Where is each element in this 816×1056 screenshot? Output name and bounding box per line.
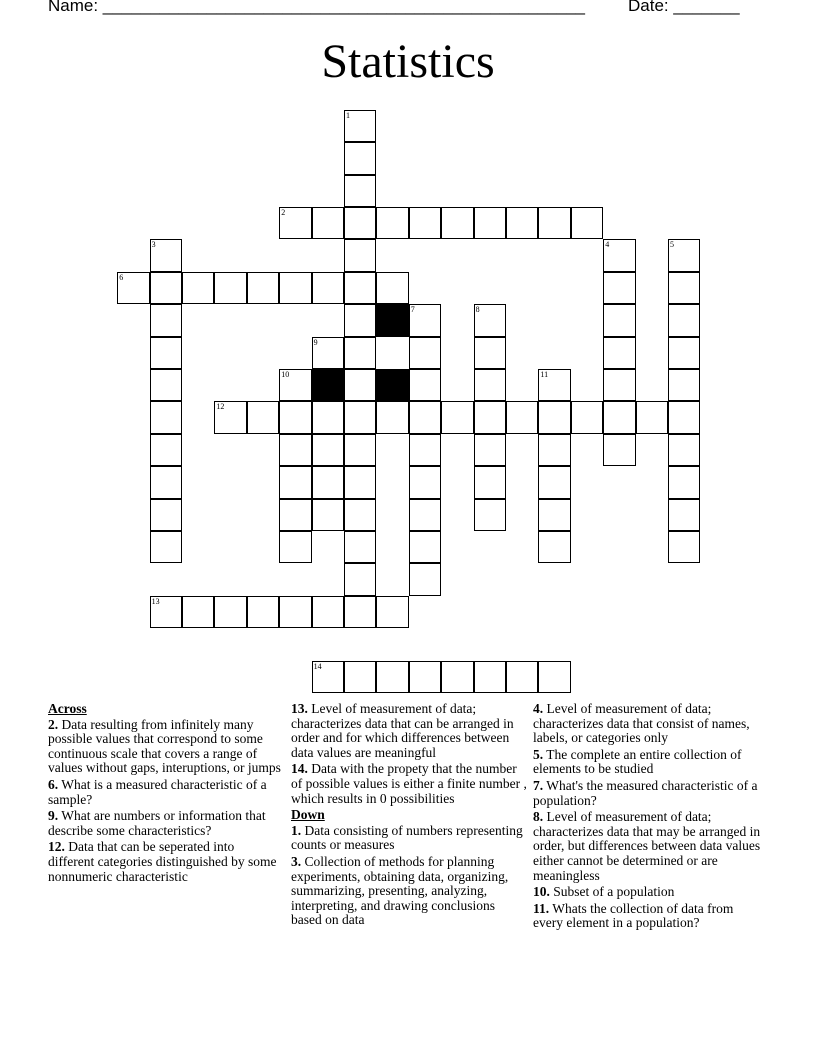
clue-item [48, 840, 282, 884]
grid-square[interactable] [344, 499, 376, 531]
grid-square[interactable] [668, 337, 700, 369]
grid-square[interactable] [603, 272, 635, 304]
grid-square[interactable] [150, 466, 182, 498]
grid-square[interactable] [312, 272, 344, 304]
grid-square[interactable] [441, 661, 473, 693]
grid-square[interactable] [247, 596, 279, 628]
grid-square[interactable] [214, 401, 246, 433]
grid-square[interactable] [312, 499, 344, 531]
clue-number-label: 5 [670, 240, 674, 250]
grid-square[interactable] [506, 661, 538, 693]
clue-number: 2. [48, 716, 59, 732]
clue-item [291, 702, 527, 760]
grid-square[interactable] [409, 207, 441, 239]
grid-square[interactable] [279, 466, 311, 498]
grid-square[interactable] [668, 531, 700, 563]
grid-square[interactable] [279, 272, 311, 304]
grid-block [312, 369, 344, 401]
clue-number: 12. [48, 839, 65, 855]
grid-square[interactable] [668, 304, 700, 336]
clue-number-label: 13 [151, 596, 160, 606]
clue-number-label: 9 [313, 337, 318, 347]
grid-square[interactable] [409, 661, 441, 693]
clue-number-label: 7 [410, 305, 415, 315]
grid-square[interactable] [474, 661, 506, 693]
grid-square[interactable] [376, 661, 408, 693]
grid-square[interactable] [344, 369, 376, 401]
grid-square[interactable] [474, 434, 506, 466]
grid-square[interactable] [538, 499, 570, 531]
clue-number: 5. [533, 746, 544, 762]
clue-number-label: 3 [151, 240, 156, 250]
clue-number-label: 1 [346, 110, 350, 120]
clue-number-label: 6 [119, 272, 124, 282]
grid-square[interactable] [538, 661, 570, 693]
grid-square[interactable] [344, 239, 376, 271]
grid-square[interactable] [344, 661, 376, 693]
clue-number-label: 10 [281, 370, 290, 379]
grid-square[interactable] [279, 499, 311, 531]
clue-item [533, 902, 763, 931]
grid-square[interactable] [409, 466, 441, 498]
grid-square[interactable] [312, 466, 344, 498]
grid-square[interactable] [409, 369, 441, 401]
clue-column-2 [291, 702, 527, 930]
grid-square[interactable] [668, 272, 700, 304]
clue-number: 14. [291, 761, 308, 777]
clue-text: Level of measurement of data; characterizes data that consist of names, labels, or categories only [533, 701, 750, 746]
clue-number: 7. [533, 777, 544, 793]
grid-square[interactable] [376, 596, 408, 628]
grid-block [376, 304, 408, 336]
grid-square[interactable] [344, 531, 376, 563]
grid-square[interactable] [376, 401, 408, 433]
grid-square[interactable] [150, 434, 182, 466]
clue-item [533, 702, 763, 746]
grid-square[interactable] [344, 401, 376, 433]
grid-square[interactable] [150, 239, 182, 271]
grid-square[interactable] [247, 401, 279, 433]
grid-square[interactable] [668, 239, 700, 271]
clue-text: What are numbers or information that describe some characteristics? [48, 808, 266, 838]
clue-item [291, 855, 527, 928]
grid-square[interactable] [668, 499, 700, 531]
grid-square[interactable] [571, 401, 603, 433]
clue-number-label: 12 [216, 402, 225, 412]
clue-number: 9. [48, 808, 59, 824]
clue-number: 8. [533, 809, 544, 825]
grid-square[interactable] [603, 434, 635, 466]
grid-square[interactable] [312, 596, 344, 628]
grid-square[interactable] [506, 207, 538, 239]
grid-square[interactable] [279, 369, 311, 401]
page-title: Statistics [321, 35, 495, 88]
grid-square[interactable] [214, 596, 246, 628]
grid-square[interactable] [603, 337, 635, 369]
clue-number-label: 14 [313, 661, 322, 671]
grid-square[interactable] [182, 272, 214, 304]
clue-number: 4. [533, 701, 544, 716]
clue-text: Subset of a population [553, 884, 675, 900]
grid-square[interactable] [344, 272, 376, 304]
clue-text: Data resulting from infinitely many possible values that correspond to some continuous scale that covers a range of values without gaps, interuptions, or jumps [48, 716, 281, 776]
grid-square[interactable] [668, 466, 700, 498]
grid-square[interactable] [603, 239, 635, 271]
grid-square[interactable] [538, 466, 570, 498]
grid-square[interactable] [474, 337, 506, 369]
down-heading: Down [291, 807, 325, 823]
clue-number: 13. [291, 701, 308, 716]
grid-square[interactable] [150, 272, 182, 304]
grid-square[interactable] [344, 142, 376, 174]
grid-block [376, 369, 408, 401]
grid-square[interactable] [474, 207, 506, 239]
clue-number-label: 11 [540, 370, 549, 379]
grid-square[interactable] [312, 337, 344, 369]
clue-number-label: 8 [475, 305, 480, 315]
grid-square[interactable] [279, 531, 311, 563]
grid-square[interactable] [279, 401, 311, 433]
grid-square[interactable] [409, 499, 441, 531]
grid-square[interactable] [409, 304, 441, 336]
grid-square[interactable] [214, 272, 246, 304]
clue-column-1 [48, 702, 282, 886]
grid-square[interactable] [538, 401, 570, 433]
clue-number: 10. [533, 884, 550, 900]
across-heading: Across [48, 701, 87, 716]
grid-square[interactable] [344, 207, 376, 239]
grid-square[interactable] [117, 272, 149, 304]
grid-square[interactable] [474, 304, 506, 336]
grid-square[interactable] [474, 466, 506, 498]
clue-item [533, 810, 763, 883]
grid-square[interactable] [474, 401, 506, 433]
clue-number: 11. [533, 900, 550, 916]
grid-square[interactable] [344, 110, 376, 142]
clue-number: 6. [48, 776, 59, 792]
grid-square[interactable] [344, 337, 376, 369]
clue-item [291, 824, 527, 853]
clue-number: 3. [291, 853, 302, 869]
grid-square[interactable] [474, 369, 506, 401]
grid-square[interactable] [538, 434, 570, 466]
grid-square[interactable] [279, 434, 311, 466]
clue-text: Data with the propety that the number of possible values is either a finite number , which results in 0 possibilities [291, 761, 527, 806]
grid-square[interactable] [247, 272, 279, 304]
grid-square[interactable] [538, 369, 570, 401]
clue-item [48, 778, 282, 807]
grid-square[interactable] [474, 499, 506, 531]
clue-text: What is a measured characteristic of a sample? [48, 776, 267, 807]
grid-square[interactable] [668, 434, 700, 466]
grid-square[interactable] [344, 434, 376, 466]
grid-square[interactable] [409, 563, 441, 595]
clue-text: Level of measurement of data; characterizes data that can be arranged in order and for which differences between data values are meaningful [291, 701, 514, 760]
clue-column-3 [533, 702, 763, 933]
grid-square[interactable] [312, 661, 344, 693]
clue-text: Level of measurement of data; characterizes data that may be arranged in order, but differences between data values either cannot be determined or are meaningless [533, 809, 761, 883]
grid-square[interactable] [409, 337, 441, 369]
grid-square[interactable] [603, 369, 635, 401]
grid-square[interactable] [150, 531, 182, 563]
clue-item [48, 718, 282, 776]
date-line: Date: _______ [628, 0, 740, 15]
clue-text: Data that can be seperated into different categories distinguished by some nonnumeric characteristic [48, 839, 277, 884]
clue-item [533, 885, 763, 900]
grid-square[interactable] [538, 207, 570, 239]
clue-item [291, 762, 527, 806]
grid-square[interactable] [668, 369, 700, 401]
grid-square[interactable] [571, 207, 603, 239]
grid-square[interactable] [150, 304, 182, 336]
grid-square[interactable] [312, 401, 344, 433]
clue-text: The complete an entire collection of elements to be studied [533, 746, 742, 777]
grid-square[interactable] [344, 175, 376, 207]
grid-square[interactable] [668, 401, 700, 433]
clue-item [533, 748, 763, 777]
clue-number-label: 2 [281, 208, 286, 217]
clue-number: 1. [291, 822, 302, 838]
grid-square[interactable] [506, 401, 538, 433]
grid-square[interactable] [150, 499, 182, 531]
grid-square[interactable] [636, 401, 668, 433]
grid-square[interactable] [279, 207, 311, 239]
grid-square[interactable] [344, 304, 376, 336]
grid-square[interactable] [409, 434, 441, 466]
clue-text: What's the measured characteristic of a population? [533, 777, 758, 808]
grid-square[interactable] [182, 596, 214, 628]
grid-square[interactable] [312, 207, 344, 239]
grid-square[interactable] [409, 531, 441, 563]
clue-item [533, 779, 763, 808]
grid-square[interactable] [603, 401, 635, 433]
grid-square[interactable] [376, 272, 408, 304]
grid-square[interactable] [150, 401, 182, 433]
grid-square[interactable] [312, 434, 344, 466]
grid-square[interactable] [344, 596, 376, 628]
grid-square[interactable] [538, 531, 570, 563]
grid-square[interactable] [150, 369, 182, 401]
clue-text: Data consisting of numbers representing counts or measures [291, 822, 523, 853]
grid-square[interactable] [150, 596, 182, 628]
name-line: Name: ___________________________________________________ [48, 0, 585, 15]
grid-square[interactable] [344, 466, 376, 498]
clue-item [48, 809, 282, 838]
grid-square[interactable] [603, 304, 635, 336]
grid-square[interactable] [344, 563, 376, 595]
grid-square[interactable] [150, 337, 182, 369]
grid-square[interactable] [376, 207, 408, 239]
grid-square[interactable] [441, 207, 473, 239]
grid-square[interactable] [279, 596, 311, 628]
grid-square[interactable] [409, 401, 441, 433]
clue-number-label: 4 [605, 240, 610, 250]
clue-text: Collection of methods for planning experiments, obtaining data, organizing, summarizing, presenting, analyzing, interpreting, and drawing conclusions based on data [291, 853, 509, 928]
clue-text: Whats the collection of data from every element in a population? [533, 900, 734, 931]
grid-square[interactable] [441, 401, 473, 433]
